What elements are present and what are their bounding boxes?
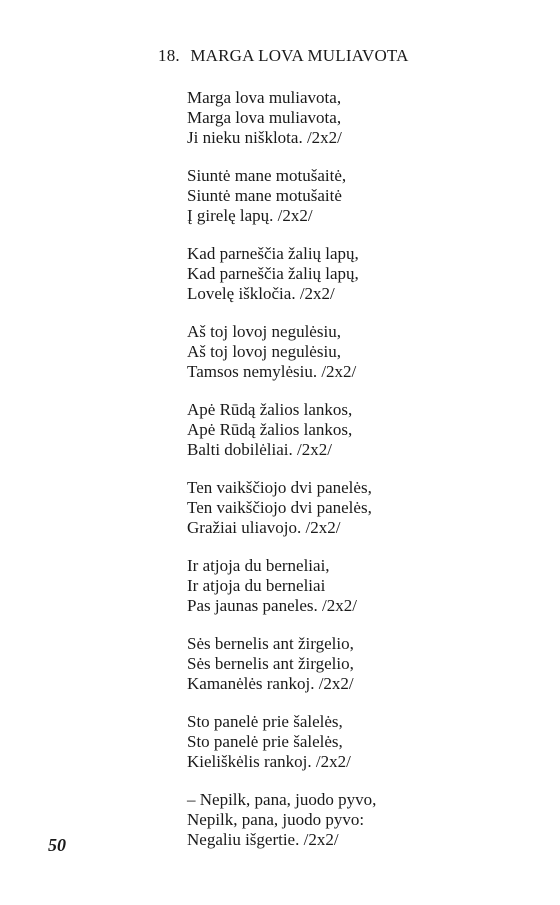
stanza	[187, 244, 376, 304]
stanza	[187, 88, 376, 148]
verse-line: Į girelę lapų. /2x2/	[187, 206, 313, 225]
verse-line: Marga lova muliavota,	[187, 88, 342, 107]
verse-line: Sto panelė prie šalelės,	[187, 712, 343, 731]
verse-line: Gražiai uliavojo. /2x2/	[187, 518, 341, 537]
verse-line: Ji nieku nišklota. /2x2/	[187, 128, 342, 147]
stanza	[187, 634, 376, 694]
verse-line: Siuntė mane motušaitė,	[187, 166, 347, 185]
verse-line: Ir atjoja du berneliai	[187, 576, 326, 595]
song-number: 18.	[158, 46, 180, 65]
verse-line: Kad parneščia žalių lapų,	[187, 264, 359, 283]
verse-line: Kad parneščia žalių lapų,	[187, 244, 359, 263]
verse-line: Nepilk, pana, juodo pyvo:	[187, 810, 365, 829]
song-lyrics	[187, 88, 376, 868]
stanza	[187, 166, 376, 226]
verse-line: Ten vaikščiojo dvi panelės,	[187, 478, 372, 497]
verse-line: Sto panelė prie šalelės,	[187, 732, 343, 751]
verse-line: Sės bernelis ant žirgelio,	[187, 634, 354, 653]
song-heading	[158, 46, 409, 66]
stanza	[187, 556, 376, 616]
verse-line: Aš toj lovoj negulėsiu,	[187, 342, 341, 361]
verse-line: Marga lova muliavota,	[187, 108, 342, 127]
verse-line: Ir atjoja du berneliai,	[187, 556, 330, 575]
verse-line: Ten vaikščiojo dvi panelės,	[187, 498, 372, 517]
stanza	[187, 790, 376, 850]
stanza	[187, 478, 376, 538]
verse-line: Pas jaunas paneles. /2x2/	[187, 596, 357, 615]
stanza	[187, 400, 376, 460]
verse-line: Aš toj lovoj negulėsiu,	[187, 322, 341, 341]
verse-line: Negaliu išgertie. /2x2/	[187, 830, 339, 849]
stanza	[187, 322, 376, 382]
verse-line: Lovelę iškločia. /2x2/	[187, 284, 335, 303]
song-title: MARGA LOVA MULIAVOTA	[190, 46, 409, 65]
verse-line: Balti dobilėliai. /2x2/	[187, 440, 332, 459]
verse-line: Kamanėlės rankoj. /2x2/	[187, 674, 354, 693]
verse-line: Kieliškėlis rankoj. /2x2/	[187, 752, 351, 771]
verse-line: Siuntė mane motušaitė	[187, 186, 342, 205]
stanza	[187, 712, 376, 772]
page-number: 50	[48, 835, 66, 855]
verse-line: Tamsos nemylėsiu. /2x2/	[187, 362, 357, 381]
verse-line: Apė Rūdą žalios lankos,	[187, 400, 353, 419]
verse-line: Apė Rūdą žalios lankos,	[187, 420, 353, 439]
verse-line: – Nepilk, pana, juodo pyvo,	[187, 790, 377, 809]
verse-line: Sės bernelis ant žirgelio,	[187, 654, 354, 673]
